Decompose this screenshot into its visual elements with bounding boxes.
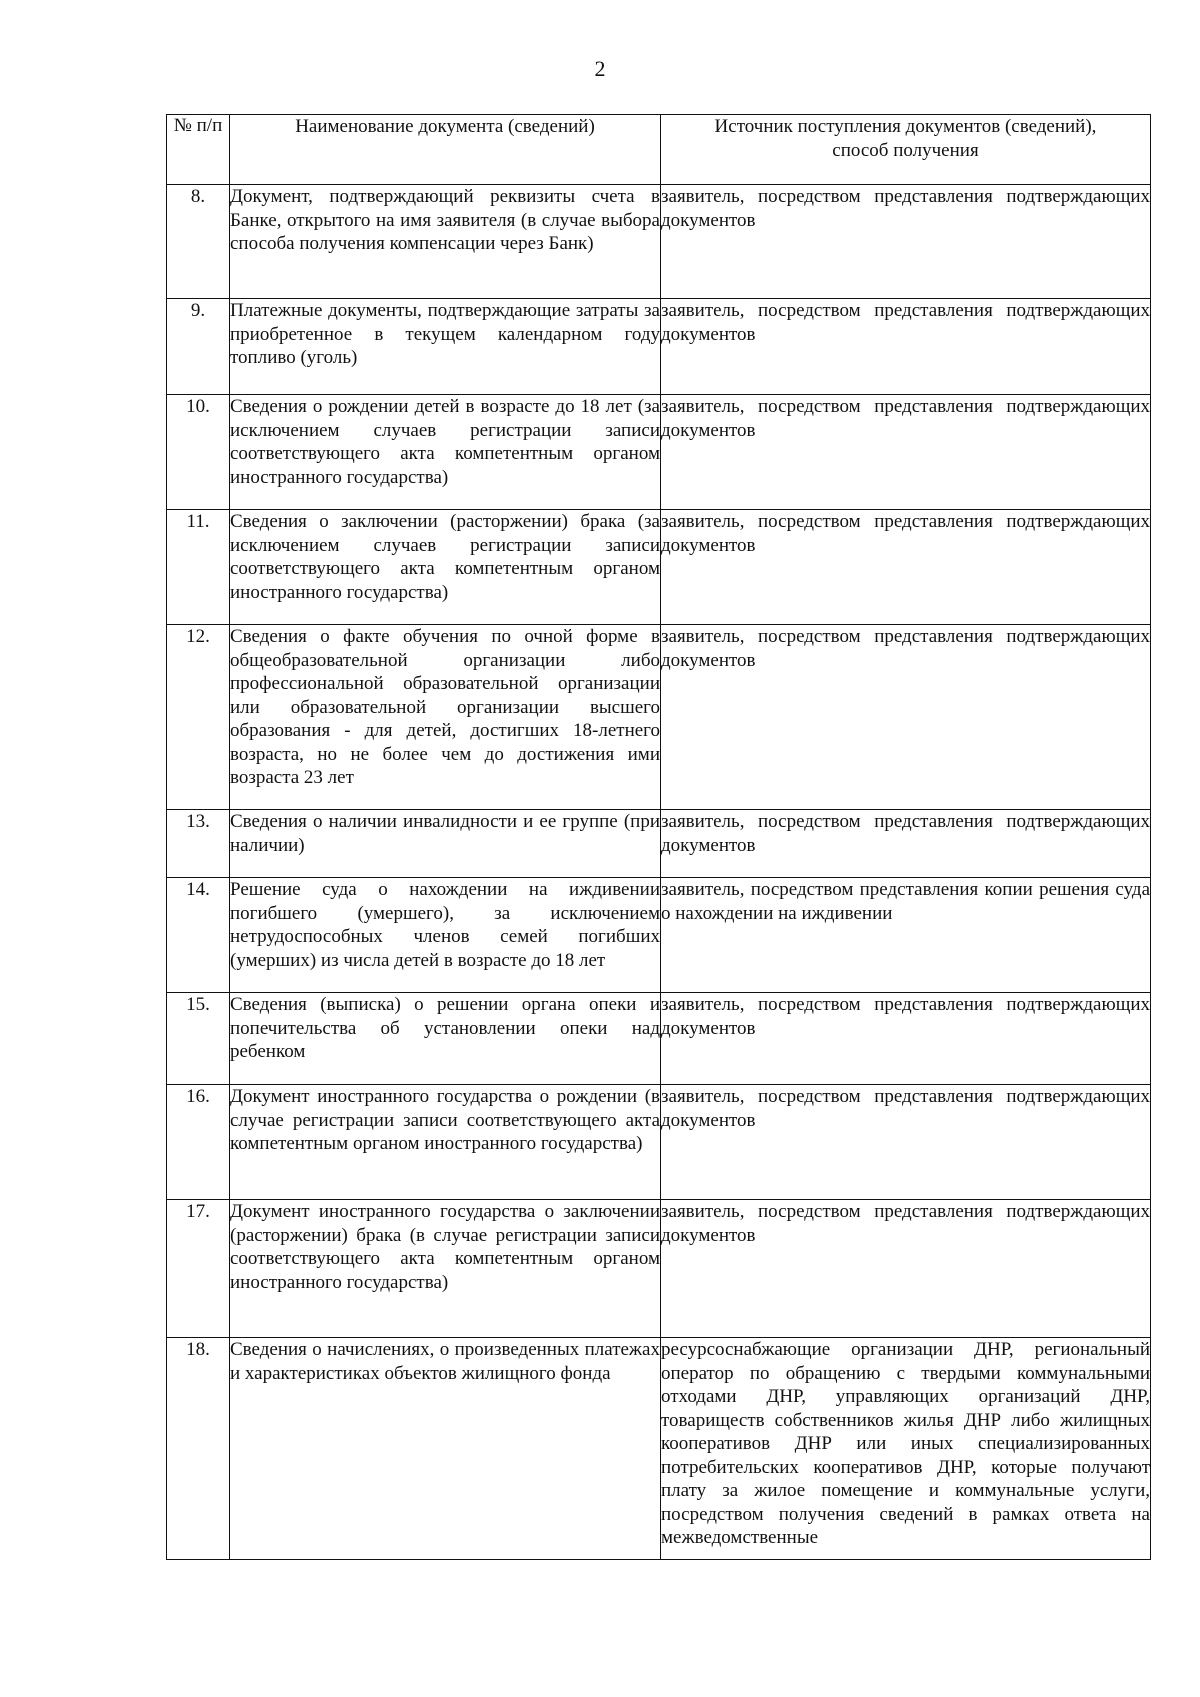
table-row [167,1085,1151,1200]
row-document-name: Сведения (выписка) о решении органа опеки и попечительства об установлении опеки над ребенком [230,993,661,1085]
table-row [167,299,1151,395]
row-number: 15. [167,993,230,1085]
table-header-row [167,115,1151,185]
row-document-name: Сведения о рождении детей в возрасте до 18 лет (за исключением случаев регистрации записи соответствующего акта компетентным органом иностранного государства) [230,395,661,510]
row-number: 18. [167,1338,230,1560]
row-document-name: Сведения о начислениях, о произведенных платежах и характеристиках объектов жилищного фонда [230,1338,661,1560]
header-document-name-text: Наименование документа (сведений) [295,116,595,137]
row-document-name: Документ, подтверждающий реквизиты счета в Банке, открытого на имя заявителя (в случае выбора способа получения компенсации через Банк) [230,185,661,299]
header-number-text: № п/п [173,115,223,136]
row-source: заявитель, посредством представления подтверждающих документов [661,993,1151,1085]
row-number: 13. [167,810,230,878]
table-row [167,395,1151,510]
row-source: заявитель, посредством представления подтверждающих документов [661,395,1151,510]
row-number: 9. [167,299,230,395]
row-document-name: Сведения о заключении (расторжении) брака (за исключением случаев регистрации записи соответствующего акта компетентным органом иностранного государства) [230,510,661,625]
row-source: заявитель, посредством представления подтверждающих документов [661,1085,1151,1200]
header-document-name [230,115,661,185]
header-source-text: Источник поступления документов (сведений), способ получения [714,116,1097,161]
row-source: ресурсоснабжающие организации ДНР, региональный оператор по обращению с твердыми коммунальными отходами ДНР, управляющих организаций ДНР, товариществ собственников жилья ДНР либо жилищных кооперативов ДНР или иных специализированных потребительских кооперативов ДНР, которые получают плату за жилое помещение и коммунальные услуги, посредством получения сведений в рамках ответа на межведомственные [661,1338,1151,1560]
table-row [167,510,1151,625]
table-row [167,993,1151,1085]
row-number: 14. [167,878,230,993]
row-document-name: Документ иностранного государства о рождении (в случае регистрации записи соответствующего акта компетентным органом иностранного государства) [230,1085,661,1200]
row-number: 16. [167,1085,230,1200]
row-number: 8. [167,185,230,299]
row-number: 10. [167,395,230,510]
row-number: 17. [167,1200,230,1338]
page-number: 2 [594,56,606,81]
table-row [167,1338,1151,1560]
row-document-name: Решение суда о нахождении на иждивении погибшего (умершего), за исключением нетрудоспособных членов семей погибших (умерших) из числа детей в возрасте до 18 лет [230,878,661,993]
table-row [167,185,1151,299]
row-source: заявитель, посредством представления подтверждающих документов [661,185,1151,299]
table-row [167,1200,1151,1338]
row-document-name: Сведения о факте обучения по очной форме в общеобразовательной организации либо профессиональной образовательной организации или образовательной организации высшего образования - для детей, достигших 18-летнего возраста, но не более чем до достижения ими возраста 23 лет [230,625,661,810]
row-source: заявитель, посредством представления подтверждающих документов [661,299,1151,395]
row-document-name: Платежные документы, подтверждающие затраты за приобретенное в текущем календарном году топливо (уголь) [230,299,661,395]
row-source: заявитель, посредством представления подтверждающих документов [661,510,1151,625]
row-document-name: Документ иностранного государства о заключении (расторжении) брака (в случае регистрации записи соответствующего акта компетентным органом иностранного государства) [230,1200,661,1338]
row-source: заявитель, посредством представления подтверждающих документов [661,810,1151,878]
row-source: заявитель, посредством представления подтверждающих документов [661,625,1151,810]
documents-table [166,114,1151,1560]
table-row [167,810,1151,878]
header-source [661,115,1151,185]
table-row [167,878,1151,993]
header-number [167,115,230,185]
row-number: 12. [167,625,230,810]
row-number: 11. [167,510,230,625]
row-document-name: Сведения о наличии инвалидности и ее группе (при наличии) [230,810,661,878]
table-row [167,625,1151,810]
row-source: заявитель, посредством представления копии решения суда о нахождении на иждивении [661,878,1151,993]
row-source: заявитель, посредством представления подтверждающих документов [661,1200,1151,1338]
